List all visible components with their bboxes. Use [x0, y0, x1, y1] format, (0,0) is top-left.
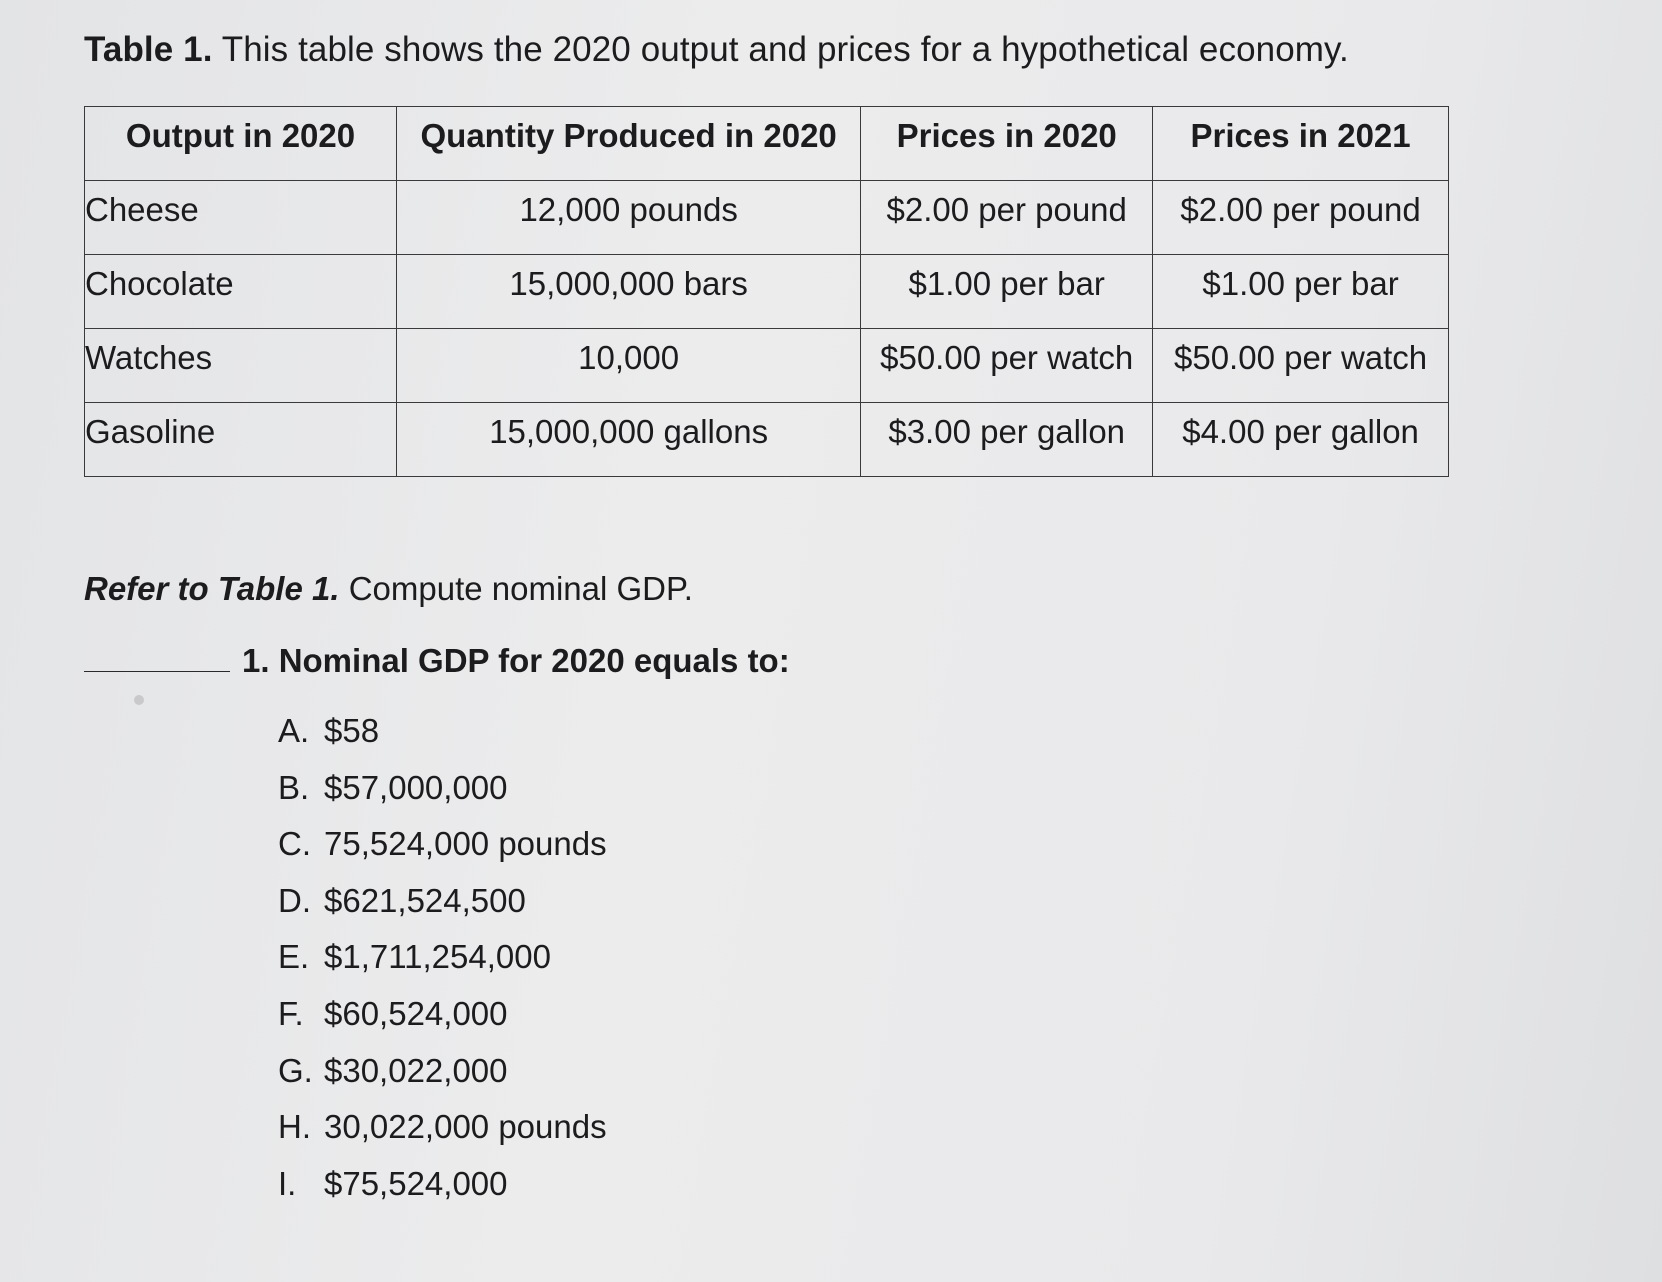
prompt-reference: Refer to Table 1.: [84, 570, 340, 607]
table-caption: [84, 30, 1484, 70]
choice-letter: E.: [278, 938, 310, 976]
choice-text: 30,022,000 pounds: [324, 1108, 607, 1146]
choice-text: $621,524,500: [324, 881, 526, 919]
table-row: [85, 403, 1449, 477]
cell-quantity: 15,000,000 gallons: [397, 403, 861, 477]
header-prices-2021: Prices in 2021: [1153, 107, 1449, 181]
choice-item[interactable]: [278, 825, 607, 882]
choice-item[interactable]: [278, 1052, 607, 1109]
question-text: 1. Nominal GDP for 2020 equals to:: [242, 642, 790, 679]
choice-letter: B.: [278, 768, 310, 806]
answer-choices: [278, 712, 607, 1221]
cell-item: Gasoline: [85, 403, 397, 477]
cell-price-2020: $3.00 per gallon: [861, 403, 1153, 477]
table-row: [85, 181, 1449, 255]
cell-item: Chocolate: [85, 255, 397, 329]
choice-text: $57,000,000: [324, 768, 508, 806]
cell-price-2020: $2.00 per pound: [861, 181, 1153, 255]
header-prices-2020: Prices in 2020: [861, 107, 1153, 181]
cell-item: Watches: [85, 329, 397, 403]
choice-letter: A.: [278, 712, 310, 749]
caption-text: This table shows the 2020 output and prices for a hypothetical economy.: [221, 30, 1349, 69]
answer-blank[interactable]: [84, 647, 230, 672]
cell-price-2021: $50.00 per watch: [1153, 329, 1449, 403]
cell-price-2021: $2.00 per pound: [1153, 181, 1449, 255]
cell-price-2020: $50.00 per watch: [861, 329, 1153, 403]
table-row: [85, 329, 1449, 403]
choice-letter: C.: [278, 825, 311, 863]
choice-item[interactable]: [278, 712, 607, 769]
choice-letter: G.: [278, 1051, 313, 1089]
choice-letter: H.: [278, 1108, 311, 1146]
choice-text: $58: [324, 712, 380, 749]
choice-item[interactable]: [278, 769, 607, 826]
choice-letter: D.: [278, 881, 311, 919]
caption-label: Table 1.: [84, 30, 213, 69]
choice-text: $75,524,000: [324, 1164, 508, 1202]
paper-speck: [134, 695, 144, 705]
choice-text: $60,524,000: [324, 994, 508, 1032]
choice-item[interactable]: [278, 995, 607, 1052]
table-row: [85, 255, 1449, 329]
header-quantity: Quantity Produced in 2020: [397, 107, 861, 181]
choice-text: 75,524,000 pounds: [324, 825, 607, 863]
question-1: [84, 642, 790, 680]
cell-quantity: 10,000: [397, 329, 861, 403]
table-header-row: [85, 107, 1449, 181]
prompt-text: Compute nominal GDP.: [348, 570, 693, 607]
output-prices-table: [84, 106, 1449, 477]
choice-letter: F.: [278, 994, 304, 1032]
cell-quantity: 12,000 pounds: [397, 181, 861, 255]
choice-item[interactable]: [278, 882, 607, 939]
choice-text: $1,711,254,000: [324, 938, 551, 976]
choice-letter: I.: [278, 1164, 297, 1202]
worksheet: [84, 30, 1484, 1202]
question-prompt: [84, 570, 693, 608]
choice-text: $30,022,000: [324, 1051, 508, 1089]
header-output: Output in 2020: [85, 107, 397, 181]
cell-item: Cheese: [85, 181, 397, 255]
cell-price-2021: $1.00 per bar: [1153, 255, 1449, 329]
cell-price-2021: $4.00 per gallon: [1153, 403, 1449, 477]
choice-item[interactable]: [278, 1108, 607, 1165]
cell-price-2020: $1.00 per bar: [861, 255, 1153, 329]
cell-quantity: 15,000,000 bars: [397, 255, 861, 329]
choice-item[interactable]: [278, 938, 607, 995]
choice-item[interactable]: [278, 1165, 607, 1222]
